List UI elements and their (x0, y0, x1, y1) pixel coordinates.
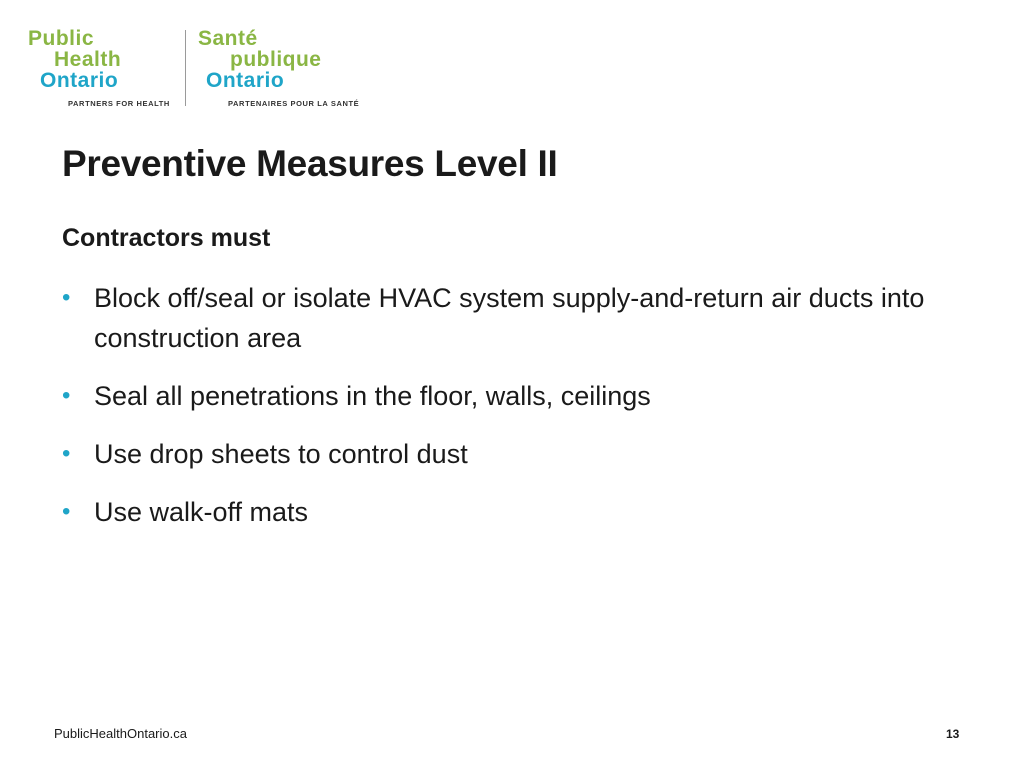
bullet-item (62, 376, 942, 416)
slide-subheading: Contractors must (62, 224, 271, 252)
bullet-dot-icon: • (62, 498, 71, 525)
public-health-ontario-logo (28, 28, 368, 110)
bullet-item (62, 434, 942, 474)
slide-title: Preventive Measures Level II (62, 143, 558, 184)
logo-divider (185, 30, 186, 106)
bullet-list (62, 278, 942, 550)
logo-tagline-french: PARTENAIRES POUR LA SANTÉ (228, 99, 360, 108)
bullet-text: Seal all penetrations in the floor, walls, ceilings (94, 381, 651, 411)
bullet-item (62, 278, 942, 358)
logo-french-wordmark (198, 28, 322, 91)
bullet-dot-icon: • (62, 440, 71, 467)
slide-page-number: 13 (946, 727, 960, 741)
bullet-dot-icon: • (62, 382, 71, 409)
logo-fr-line-1: Santé (198, 27, 258, 50)
bullet-text: Block off/seal or isolate HVAC system supply-and-return air ducts into construction area (94, 283, 925, 353)
logo-fr-line-3: Ontario (206, 69, 285, 92)
footer-website-url: PublicHealthOntario.ca (54, 726, 187, 741)
bullet-text: Use walk-off mats (94, 497, 309, 527)
logo-english-wordmark (28, 28, 121, 91)
logo-en-line-2: Health (54, 48, 122, 71)
bullet-text: Use drop sheets to control dust (94, 439, 468, 469)
logo-en-line-3: Ontario (40, 69, 119, 92)
logo-en-line-1: Public (28, 27, 95, 50)
logo-fr-line-2: publique (230, 48, 322, 71)
bullet-item (62, 492, 942, 532)
bullet-dot-icon: • (62, 284, 71, 311)
logo-tagline-english: PARTNERS FOR HEALTH (68, 99, 170, 108)
